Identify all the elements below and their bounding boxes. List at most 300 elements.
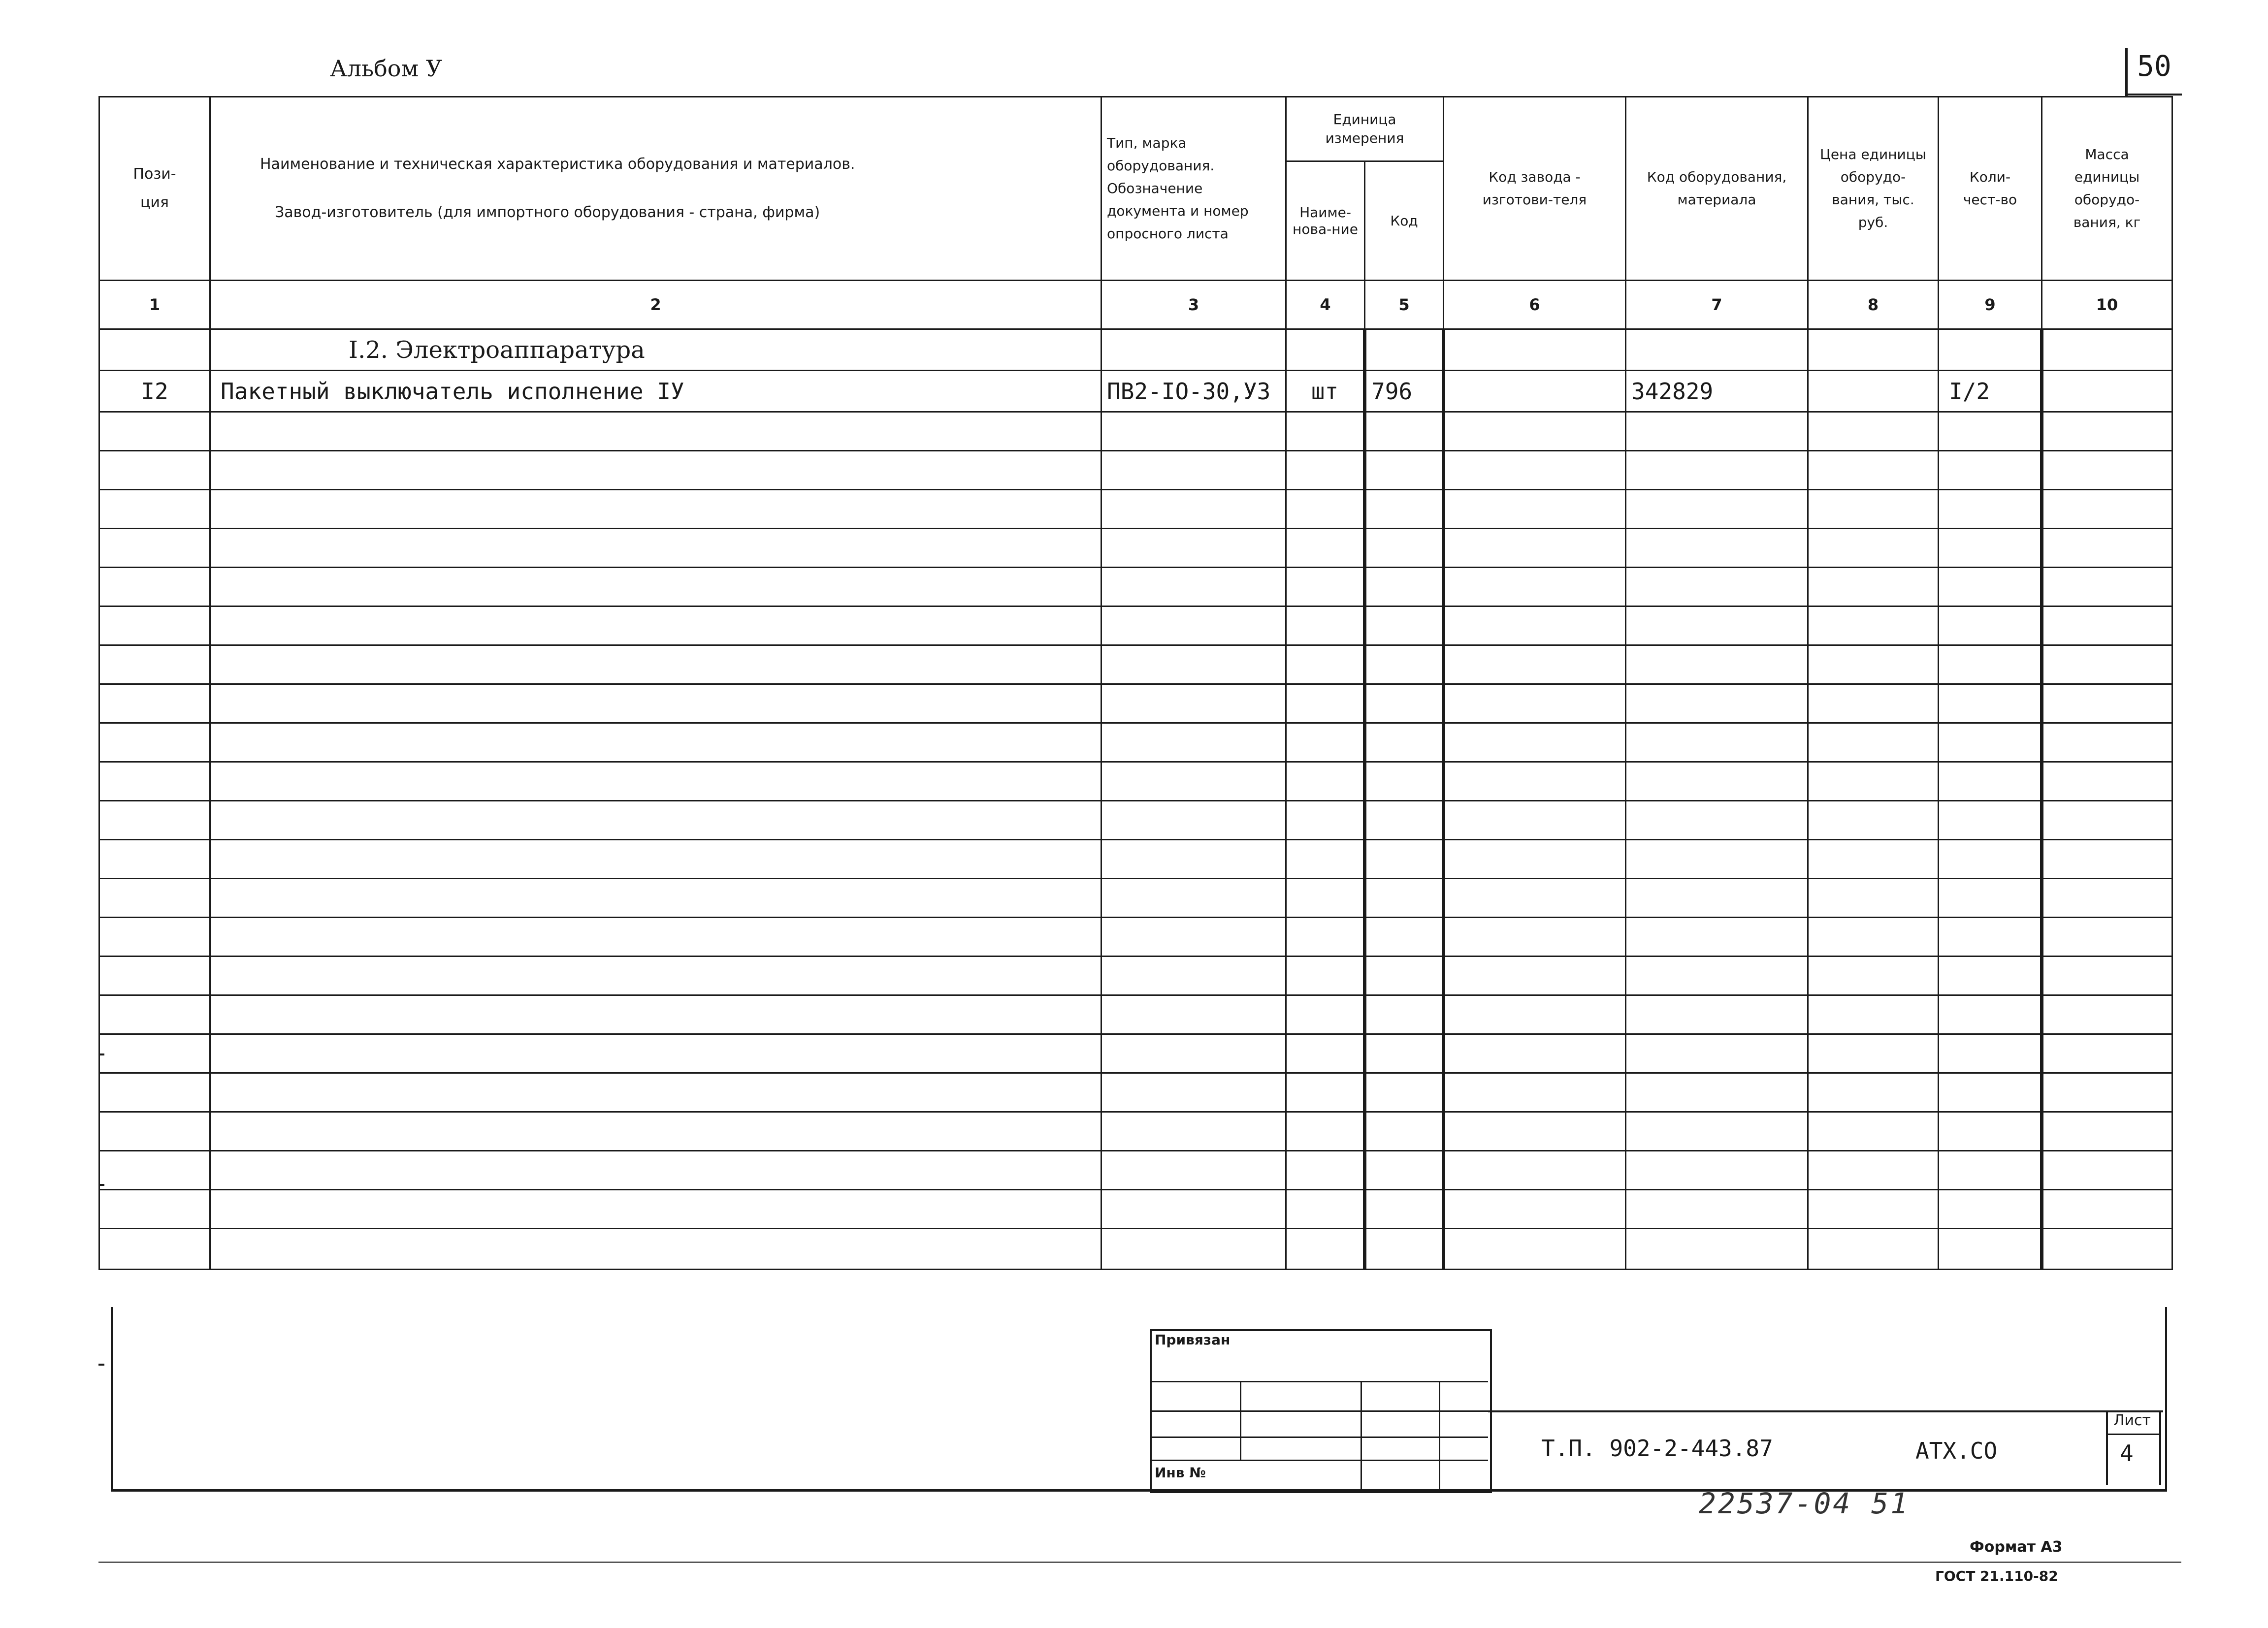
empty-cell — [1286, 1073, 1365, 1112]
empty-cell — [99, 918, 210, 957]
empty-cell — [1286, 412, 1365, 451]
empty-cell — [1939, 1034, 2042, 1073]
empty-cell — [1286, 723, 1365, 762]
empty-cell — [1102, 490, 1286, 529]
empty-cell — [2042, 1151, 2172, 1190]
cell-pos: I2 — [99, 371, 210, 412]
bottom-rule — [98, 1562, 2181, 1563]
empty-table-row — [99, 645, 2172, 684]
empty-cell — [2042, 995, 2172, 1034]
empty-cell — [1444, 1190, 1626, 1229]
empty-cell — [1939, 412, 2042, 451]
empty-cell — [1939, 1073, 2042, 1112]
col-header-price: Цена единицы оборудо-вания, тыс. руб. — [1808, 97, 1939, 281]
binding-rule — [1150, 1381, 1488, 1382]
empty-cell — [1365, 1151, 1444, 1190]
empty-table-row — [99, 995, 2172, 1034]
empty-cell — [1102, 1151, 1286, 1190]
inventory-label: Инв № — [1155, 1465, 1206, 1481]
empty-cell — [1808, 801, 1939, 840]
empty-cell — [1365, 840, 1444, 879]
empty-cell — [2042, 840, 2172, 879]
empty-cell — [1939, 801, 2042, 840]
empty-cell — [1939, 957, 2042, 995]
empty-cell — [210, 607, 1102, 645]
empty-cell — [1939, 723, 2042, 762]
empty-cell — [210, 529, 1102, 568]
col-header-pos: Пози- ция — [99, 97, 210, 281]
empty-cell — [1286, 451, 1365, 490]
empty-cell — [1939, 1229, 2042, 1270]
empty-cell — [1286, 1190, 1365, 1229]
empty-cell — [2042, 529, 2172, 568]
column-number-row — [99, 281, 2172, 329]
empty-table-row — [99, 723, 2172, 762]
empty-cell — [1626, 1034, 1808, 1073]
empty-cell — [1365, 529, 1444, 568]
empty-cell — [1808, 412, 1939, 451]
margin-tick — [98, 1053, 104, 1055]
cell-unit-name — [1286, 329, 1365, 371]
cell-type: ПВ2-IO-30,У3 — [1102, 371, 1286, 412]
empty-cell — [1626, 529, 1808, 568]
empty-cell — [2042, 801, 2172, 840]
empty-table-row — [99, 607, 2172, 645]
empty-cell — [1444, 762, 1626, 801]
empty-cell — [1626, 1073, 1808, 1112]
empty-cell — [1444, 1151, 1626, 1190]
empty-cell — [1102, 684, 1286, 723]
empty-cell — [2042, 957, 2172, 995]
empty-cell — [1286, 918, 1365, 957]
empty-cell — [1286, 879, 1365, 918]
cell-qty — [1939, 329, 2042, 371]
empty-table-row — [99, 1190, 2172, 1229]
col-header-unit-code: Код — [1365, 161, 1444, 281]
empty-table-row — [99, 879, 2172, 918]
cell-group-heading: I.2. Электроаппаратура — [210, 329, 1102, 371]
col-header-unit: Единица измерения — [1286, 97, 1444, 161]
empty-table-row — [99, 529, 2172, 568]
empty-cell — [99, 490, 210, 529]
empty-cell — [1626, 645, 1808, 684]
empty-cell — [1939, 995, 2042, 1034]
empty-cell — [1626, 918, 1808, 957]
empty-cell — [1286, 607, 1365, 645]
empty-cell — [1444, 490, 1626, 529]
empty-cell — [1626, 762, 1808, 801]
empty-cell — [1444, 1229, 1626, 1270]
empty-cell — [99, 1151, 210, 1190]
col-number: 6 — [1444, 281, 1626, 329]
empty-cell — [1444, 568, 1626, 607]
binding-rule — [1150, 1436, 1488, 1438]
cell-mass — [2042, 371, 2172, 412]
empty-cell — [1286, 762, 1365, 801]
empty-rows — [99, 412, 2172, 1270]
empty-cell — [210, 568, 1102, 607]
empty-cell — [1808, 1190, 1939, 1229]
empty-cell — [1365, 1112, 1444, 1151]
empty-cell — [1286, 529, 1365, 568]
empty-cell — [1626, 995, 1808, 1034]
empty-cell — [99, 1190, 210, 1229]
col-number: 1 — [99, 281, 210, 329]
empty-table-row — [99, 957, 2172, 995]
empty-cell — [1102, 645, 1286, 684]
empty-table-row — [99, 1229, 2172, 1270]
empty-cell — [1939, 529, 2042, 568]
empty-cell — [2042, 645, 2172, 684]
col-number: 10 — [2042, 281, 2172, 329]
empty-cell — [1365, 490, 1444, 529]
empty-table-row — [99, 451, 2172, 490]
empty-cell — [210, 801, 1102, 840]
empty-cell — [1808, 529, 1939, 568]
empty-cell — [2042, 490, 2172, 529]
cell-type — [1102, 329, 1286, 371]
empty-cell — [1365, 1073, 1444, 1112]
empty-cell — [1286, 840, 1365, 879]
empty-cell — [99, 840, 210, 879]
empty-table-row — [99, 490, 2172, 529]
empty-cell — [1286, 1151, 1365, 1190]
empty-cell — [210, 451, 1102, 490]
empty-cell — [2042, 1190, 2172, 1229]
empty-cell — [1286, 1112, 1365, 1151]
empty-cell — [1286, 645, 1365, 684]
empty-cell — [1444, 684, 1626, 723]
empty-cell — [1939, 645, 2042, 684]
empty-cell — [1939, 490, 2042, 529]
binding-rule — [1150, 1410, 1488, 1412]
empty-cell — [1102, 995, 1286, 1034]
empty-cell — [210, 762, 1102, 801]
sheet-rule — [2106, 1434, 2159, 1435]
empty-cell — [1102, 607, 1286, 645]
empty-table-row — [99, 1034, 2172, 1073]
format-label: Формат А3 — [1970, 1538, 2063, 1556]
empty-cell — [210, 684, 1102, 723]
empty-cell — [1365, 684, 1444, 723]
empty-cell — [1365, 918, 1444, 957]
empty-cell — [2042, 879, 2172, 918]
col-header-name-line1: Наименование и техническая характеристика оборудования и материалов. — [260, 156, 855, 173]
cell-pos — [99, 329, 210, 371]
col-header-name-line2: Завод-изготовитель (для импортного оборудования - страна, фирма) — [275, 204, 820, 221]
cell-qty: I/2 — [1939, 371, 2042, 412]
empty-cell — [99, 1229, 210, 1270]
empty-cell — [1808, 723, 1939, 762]
empty-cell — [1808, 879, 1939, 918]
empty-cell — [1102, 762, 1286, 801]
empty-cell — [1808, 607, 1939, 645]
empty-cell — [210, 918, 1102, 957]
empty-cell — [210, 723, 1102, 762]
empty-cell — [1365, 451, 1444, 490]
col-header-qty: Коли-чест-во — [1939, 97, 2042, 281]
empty-cell — [1102, 957, 1286, 995]
empty-cell — [1626, 1229, 1808, 1270]
margin-tick — [98, 1184, 104, 1186]
empty-cell — [1808, 645, 1939, 684]
empty-cell — [1286, 684, 1365, 723]
empty-cell — [1939, 451, 2042, 490]
document-mark: АТХ.СО — [1915, 1437, 1998, 1464]
cell-price — [1808, 371, 1939, 412]
empty-cell — [1808, 1151, 1939, 1190]
binding-divider — [1361, 1381, 1362, 1489]
empty-cell — [1365, 1229, 1444, 1270]
empty-cell — [1626, 957, 1808, 995]
cell-unit-code: 796 — [1365, 371, 1444, 412]
empty-cell — [1444, 957, 1626, 995]
empty-cell — [1808, 1229, 1939, 1270]
empty-cell — [2042, 684, 2172, 723]
empty-cell — [1808, 918, 1939, 957]
empty-cell — [1286, 1034, 1365, 1073]
empty-cell — [210, 1229, 1102, 1270]
empty-cell — [1365, 1034, 1444, 1073]
empty-cell — [1939, 1190, 2042, 1229]
specification-table — [98, 96, 2173, 1270]
empty-cell — [99, 1112, 210, 1151]
empty-cell — [1102, 1034, 1286, 1073]
empty-table-row — [99, 1112, 2172, 1151]
empty-cell — [1939, 879, 2042, 918]
empty-cell — [1939, 918, 2042, 957]
empty-cell — [1102, 1229, 1286, 1270]
empty-cell — [210, 1190, 1102, 1229]
empty-cell — [99, 723, 210, 762]
col-header-equip-code: Код оборудования, материала — [1626, 97, 1808, 281]
empty-cell — [1102, 1190, 1286, 1229]
empty-cell — [1365, 879, 1444, 918]
empty-cell — [99, 568, 210, 607]
empty-cell — [1365, 723, 1444, 762]
empty-cell — [1365, 645, 1444, 684]
binding-rule — [1150, 1460, 1488, 1461]
sheet-label: Лист — [2113, 1412, 2151, 1429]
empty-cell — [2042, 1229, 2172, 1270]
empty-cell — [2042, 723, 2172, 762]
empty-cell — [2042, 568, 2172, 607]
empty-cell — [2042, 1034, 2172, 1073]
empty-cell — [1808, 840, 1939, 879]
cell-plant-code — [1444, 371, 1626, 412]
cell-name: Пакетный выключатель исполнение IУ — [210, 371, 1102, 412]
empty-cell — [1626, 801, 1808, 840]
empty-table-row — [99, 684, 2172, 723]
empty-cell — [2042, 607, 2172, 645]
empty-cell — [1102, 529, 1286, 568]
empty-table-row — [99, 762, 2172, 801]
cell-unit-name: шт — [1286, 371, 1365, 412]
empty-cell — [99, 762, 210, 801]
empty-cell — [1444, 840, 1626, 879]
empty-cell — [1939, 762, 2042, 801]
col-header-plant-code: Код завода - изготови-теля — [1444, 97, 1626, 281]
empty-cell — [1444, 918, 1626, 957]
col-number: 9 — [1939, 281, 2042, 329]
col-number: 8 — [1808, 281, 1939, 329]
cell-plant-code — [1444, 329, 1626, 371]
empty-cell — [99, 995, 210, 1034]
empty-cell — [99, 1034, 210, 1073]
page-number: 50 — [2137, 49, 2171, 83]
empty-cell — [1444, 801, 1626, 840]
empty-cell — [1808, 1112, 1939, 1151]
empty-cell — [1939, 568, 2042, 607]
empty-cell — [1102, 451, 1286, 490]
empty-cell — [1365, 1190, 1444, 1229]
empty-table-row — [99, 801, 2172, 840]
header-row-top — [99, 97, 2172, 161]
empty-cell — [1102, 918, 1286, 957]
empty-cell — [2042, 918, 2172, 957]
empty-cell — [1365, 801, 1444, 840]
empty-cell — [1626, 879, 1808, 918]
page-number-divider — [2125, 48, 2128, 97]
empty-cell — [1365, 568, 1444, 607]
empty-cell — [1626, 412, 1808, 451]
binding-divider — [1439, 1381, 1440, 1489]
empty-cell — [1365, 995, 1444, 1034]
binding-divider — [1240, 1381, 1241, 1460]
empty-cell — [1102, 723, 1286, 762]
empty-cell — [1365, 957, 1444, 995]
empty-cell — [1808, 568, 1939, 607]
empty-cell — [1444, 529, 1626, 568]
empty-cell — [1939, 840, 2042, 879]
empty-cell — [1102, 1073, 1286, 1112]
empty-cell — [1444, 451, 1626, 490]
empty-cell — [1444, 645, 1626, 684]
inventory-number: 22537-04 51 — [1699, 1487, 1910, 1520]
margin-tick — [98, 1364, 104, 1366]
empty-cell — [210, 490, 1102, 529]
col-number: 2 — [210, 281, 1102, 329]
empty-cell — [99, 1073, 210, 1112]
empty-cell — [1626, 451, 1808, 490]
empty-cell — [1444, 1073, 1626, 1112]
empty-cell — [99, 879, 210, 918]
cell-unit-code — [1365, 329, 1444, 371]
col-header-mass: Масса единицы оборудо-вания, кг — [2042, 97, 2172, 281]
col-number: 3 — [1102, 281, 1286, 329]
empty-cell — [1626, 1190, 1808, 1229]
album-label: Альбом У — [330, 55, 443, 82]
empty-cell — [1102, 879, 1286, 918]
empty-cell — [1808, 684, 1939, 723]
empty-cell — [1808, 1034, 1939, 1073]
empty-cell — [1286, 1229, 1365, 1270]
empty-cell — [1444, 879, 1626, 918]
empty-cell — [210, 840, 1102, 879]
empty-cell — [2042, 1073, 2172, 1112]
empty-cell — [99, 412, 210, 451]
empty-cell — [99, 645, 210, 684]
empty-cell — [1808, 1073, 1939, 1112]
cell-equip-code: 342829 — [1626, 371, 1808, 412]
empty-cell — [1444, 412, 1626, 451]
empty-cell — [1808, 490, 1939, 529]
empty-cell — [210, 412, 1102, 451]
empty-cell — [1626, 1112, 1808, 1151]
empty-table-row — [99, 840, 2172, 879]
col-number: 4 — [1286, 281, 1365, 329]
empty-cell — [1808, 995, 1939, 1034]
empty-cell — [1102, 801, 1286, 840]
empty-cell — [1102, 840, 1286, 879]
empty-table-row — [99, 412, 2172, 451]
empty-cell — [1626, 840, 1808, 879]
empty-cell — [1444, 995, 1626, 1034]
empty-cell — [1365, 762, 1444, 801]
top-rule — [2125, 94, 2182, 96]
empty-cell — [1626, 490, 1808, 529]
empty-cell — [99, 801, 210, 840]
empty-cell — [1286, 957, 1365, 995]
empty-cell — [1286, 995, 1365, 1034]
cell-mass — [2042, 329, 2172, 371]
empty-cell — [2042, 1112, 2172, 1151]
empty-cell — [2042, 451, 2172, 490]
empty-cell — [1808, 451, 1939, 490]
empty-table-row — [99, 1151, 2172, 1190]
empty-cell — [99, 684, 210, 723]
empty-cell — [210, 957, 1102, 995]
empty-cell — [1939, 1112, 2042, 1151]
empty-cell — [1102, 1112, 1286, 1151]
col-header-type: Тип, марка оборудования. Обозначение документа и номер опросного листа — [1102, 97, 1286, 281]
empty-table-row — [99, 568, 2172, 607]
empty-table-row — [99, 1073, 2172, 1112]
table-row — [99, 329, 2172, 371]
empty-cell — [99, 451, 210, 490]
empty-cell — [99, 607, 210, 645]
empty-cell — [2042, 412, 2172, 451]
empty-cell — [1286, 490, 1365, 529]
empty-cell — [1939, 684, 2042, 723]
empty-cell — [1102, 412, 1286, 451]
empty-cell — [2042, 762, 2172, 801]
empty-cell — [210, 1034, 1102, 1073]
empty-cell — [1626, 1151, 1808, 1190]
empty-cell — [1286, 801, 1365, 840]
empty-cell — [1444, 607, 1626, 645]
empty-cell — [210, 879, 1102, 918]
empty-cell — [210, 1073, 1102, 1112]
cell-equip-code — [1626, 329, 1808, 371]
empty-cell — [1626, 723, 1808, 762]
table-row — [99, 371, 2172, 412]
empty-cell — [1808, 762, 1939, 801]
document-code: Т.П. 902-2-443.87 — [1541, 1435, 1773, 1462]
empty-cell — [1939, 607, 2042, 645]
empty-cell — [1365, 607, 1444, 645]
binding-label: Привязан — [1155, 1332, 1231, 1348]
col-number: 7 — [1626, 281, 1808, 329]
col-number: 5 — [1365, 281, 1444, 329]
sheet-number: 4 — [2120, 1440, 2134, 1467]
empty-cell — [1444, 723, 1626, 762]
col-header-name — [210, 97, 1102, 281]
empty-table-row — [99, 918, 2172, 957]
col-header-unit-name: Наиме-нова-ние — [1286, 161, 1365, 281]
empty-cell — [1286, 568, 1365, 607]
gost-label: ГОСТ 21.110-82 — [1935, 1568, 2058, 1584]
